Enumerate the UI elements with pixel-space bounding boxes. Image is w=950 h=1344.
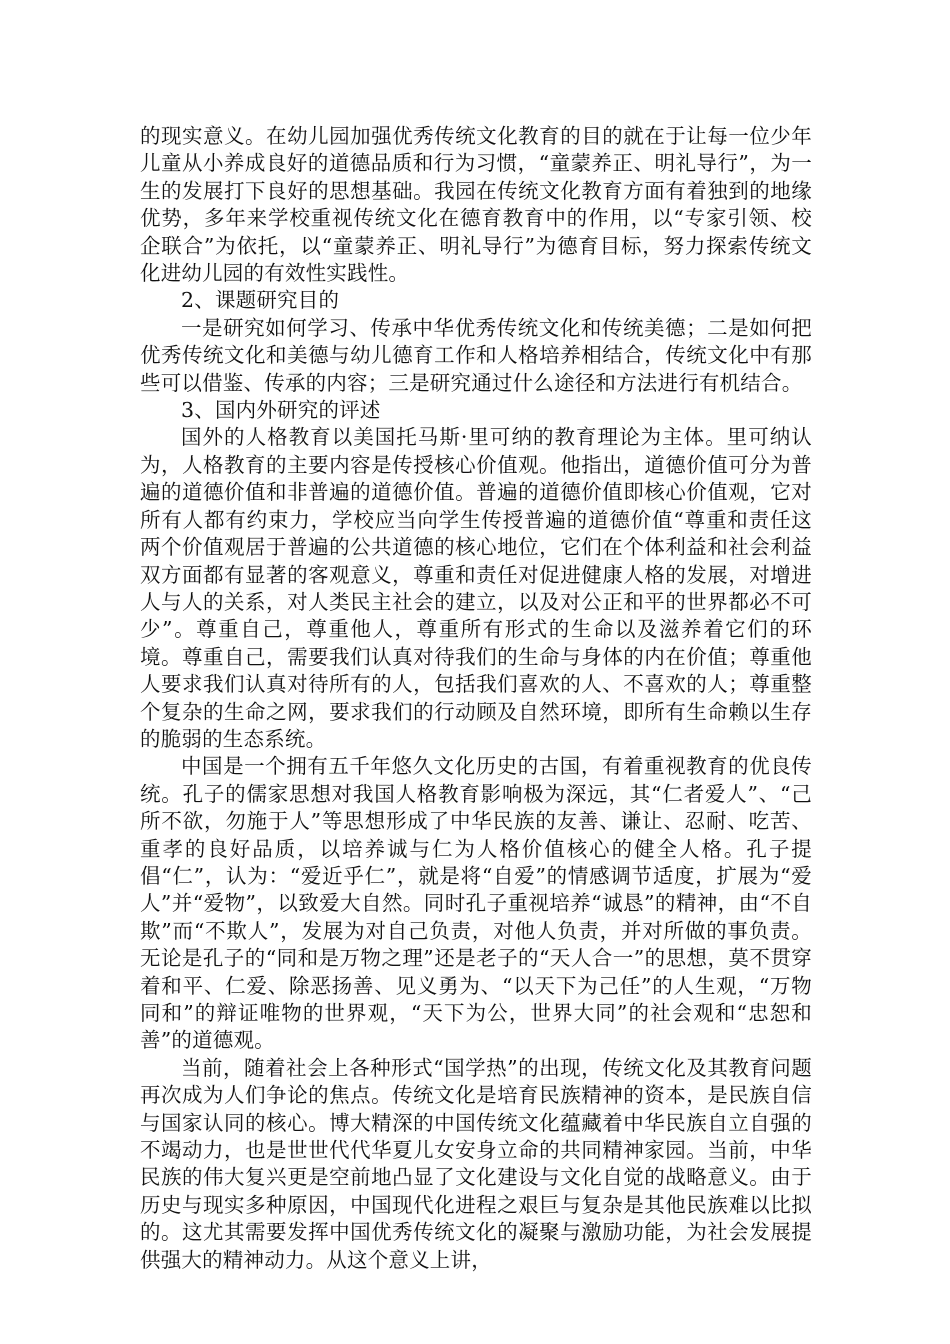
paragraph-current-situation: 当前，随着社会上各种形式“国学热”的出现，传统文化及其教育问题再次成为人们争论的焦点。传统文化是培育民族精神的资本，是民族自信与国家认同的核心。博大精深的中国传统文化蕴藏着中华民族自立自强的不竭动力，也是世世代代华夏儿女安身立命的共同精神家园。当前，中华民族的伟大复兴更是空前地凸显了文化建设与文化自觉的战略意义。由于历史与现实多种原因，中国现代化进程之艰巨与复杂是其他民族难以比拟的。这尤其需要发挥中国优秀传统文化的凝聚与激励功能，为社会发展提供强大的精神动力。从这个意义上讲， — [140, 1055, 812, 1272]
section-heading-research-purpose: 2、课题研究目的 — [181, 288, 340, 313]
paragraph-research-purpose: 一是研究如何学习、传承中华优秀传统文化和传统美德；二是如何把优秀传统文化和美德与幼儿德育工作和人格培养相结合，传统文化中有那些可以借鉴、传承的内容；三是研究通过什么途径和方法进行有机结合。 — [140, 315, 812, 395]
paragraph-intro-continued: 的现实意义。在幼儿园加强优秀传统文化教育的目的就在于让每一位少年儿童从小养成良好的道德品质和行为习惯，“童蒙养正、明礼导行”，为一生的发展打下良好的思想基础。我园在传统文化教育方面有着独到的地缘优势，多年来学校重视传统文化在德育教育中的作用，以“专家引领、校企联合”为依托，以“童蒙养正、明礼导行”为德育目标，努力探索传统文化进幼儿园的有效性实践性。 — [140, 124, 812, 286]
section-heading-literature-review: 3、国内外研究的评述 — [181, 398, 381, 423]
document-body — [140, 123, 812, 1274]
paragraph-foreign-research: 国外的人格教育以美国托马斯·里可纳的教育理论为主体。里可纳认为，人格教育的主要内容是传授核心价值观。他指出，道德价值可分为普遍的道德价值和非普遍的道德价值。普遍的道德价值即核心价值观，它对所有人都有约束力，学校应当向学生传授普遍的道德价值“尊重和责任这两个价值观居于普遍的公共道德的核心地位，它们在个体利益和社会利益双方面都有显著的客观意义，尊重和责任对促进健康人格的发展，对增进人与人的关系，对人类民主社会的建立，以及对公正和平的世界都必不可少”。尊重自己，尊重他人，尊重所有形式的生命以及滋养着它们的环境。尊重自己，需要我们认真对待我们的生命与身体的内在价值；尊重他人要求我们认真对待所有的人，包括我们喜欢的人、不喜欢的人；尊重整个复杂的生命之网，要求我们的行动顾及自然环境，即所有生命赖以生存的脆弱的生态系统。 — [140, 425, 812, 751]
paragraph-chinese-tradition: 中国是一个拥有五千年悠久文化历史的古国，有着重视教育的优良传统。孔子的儒家思想对我国人格教育影响极为深远，其“仁者爱人”、“己所不欲，勿施于人”等思想形成了中华民族的友善、谦让、忍耐、吃苦、重孝的良好品质，以培养诚与仁为人格价值核心的健全人格。孔子提倡“仁”，认为：“爱近乎仁”，就是将“自爱”的情感调节适度，扩展为“爱人”并“爱物”，以致爱大自然。同时孔子重视培养“诚恳”的精神，由“不自欺”而“不欺人”，发展为对自己负责，对他人负责，并对所做的事负责。无论是孔子的“同和是万物之理”还是老子的“天人合一”的思想，莫不贯穿着和平、仁爱、除恶扬善、见义勇为、“以天下为己任”的人生观，“万物同和”的辩证唯物的世界观，“天下为公，世界大同”的社会观和“忠恕和善”的道德观。 — [140, 754, 812, 1053]
